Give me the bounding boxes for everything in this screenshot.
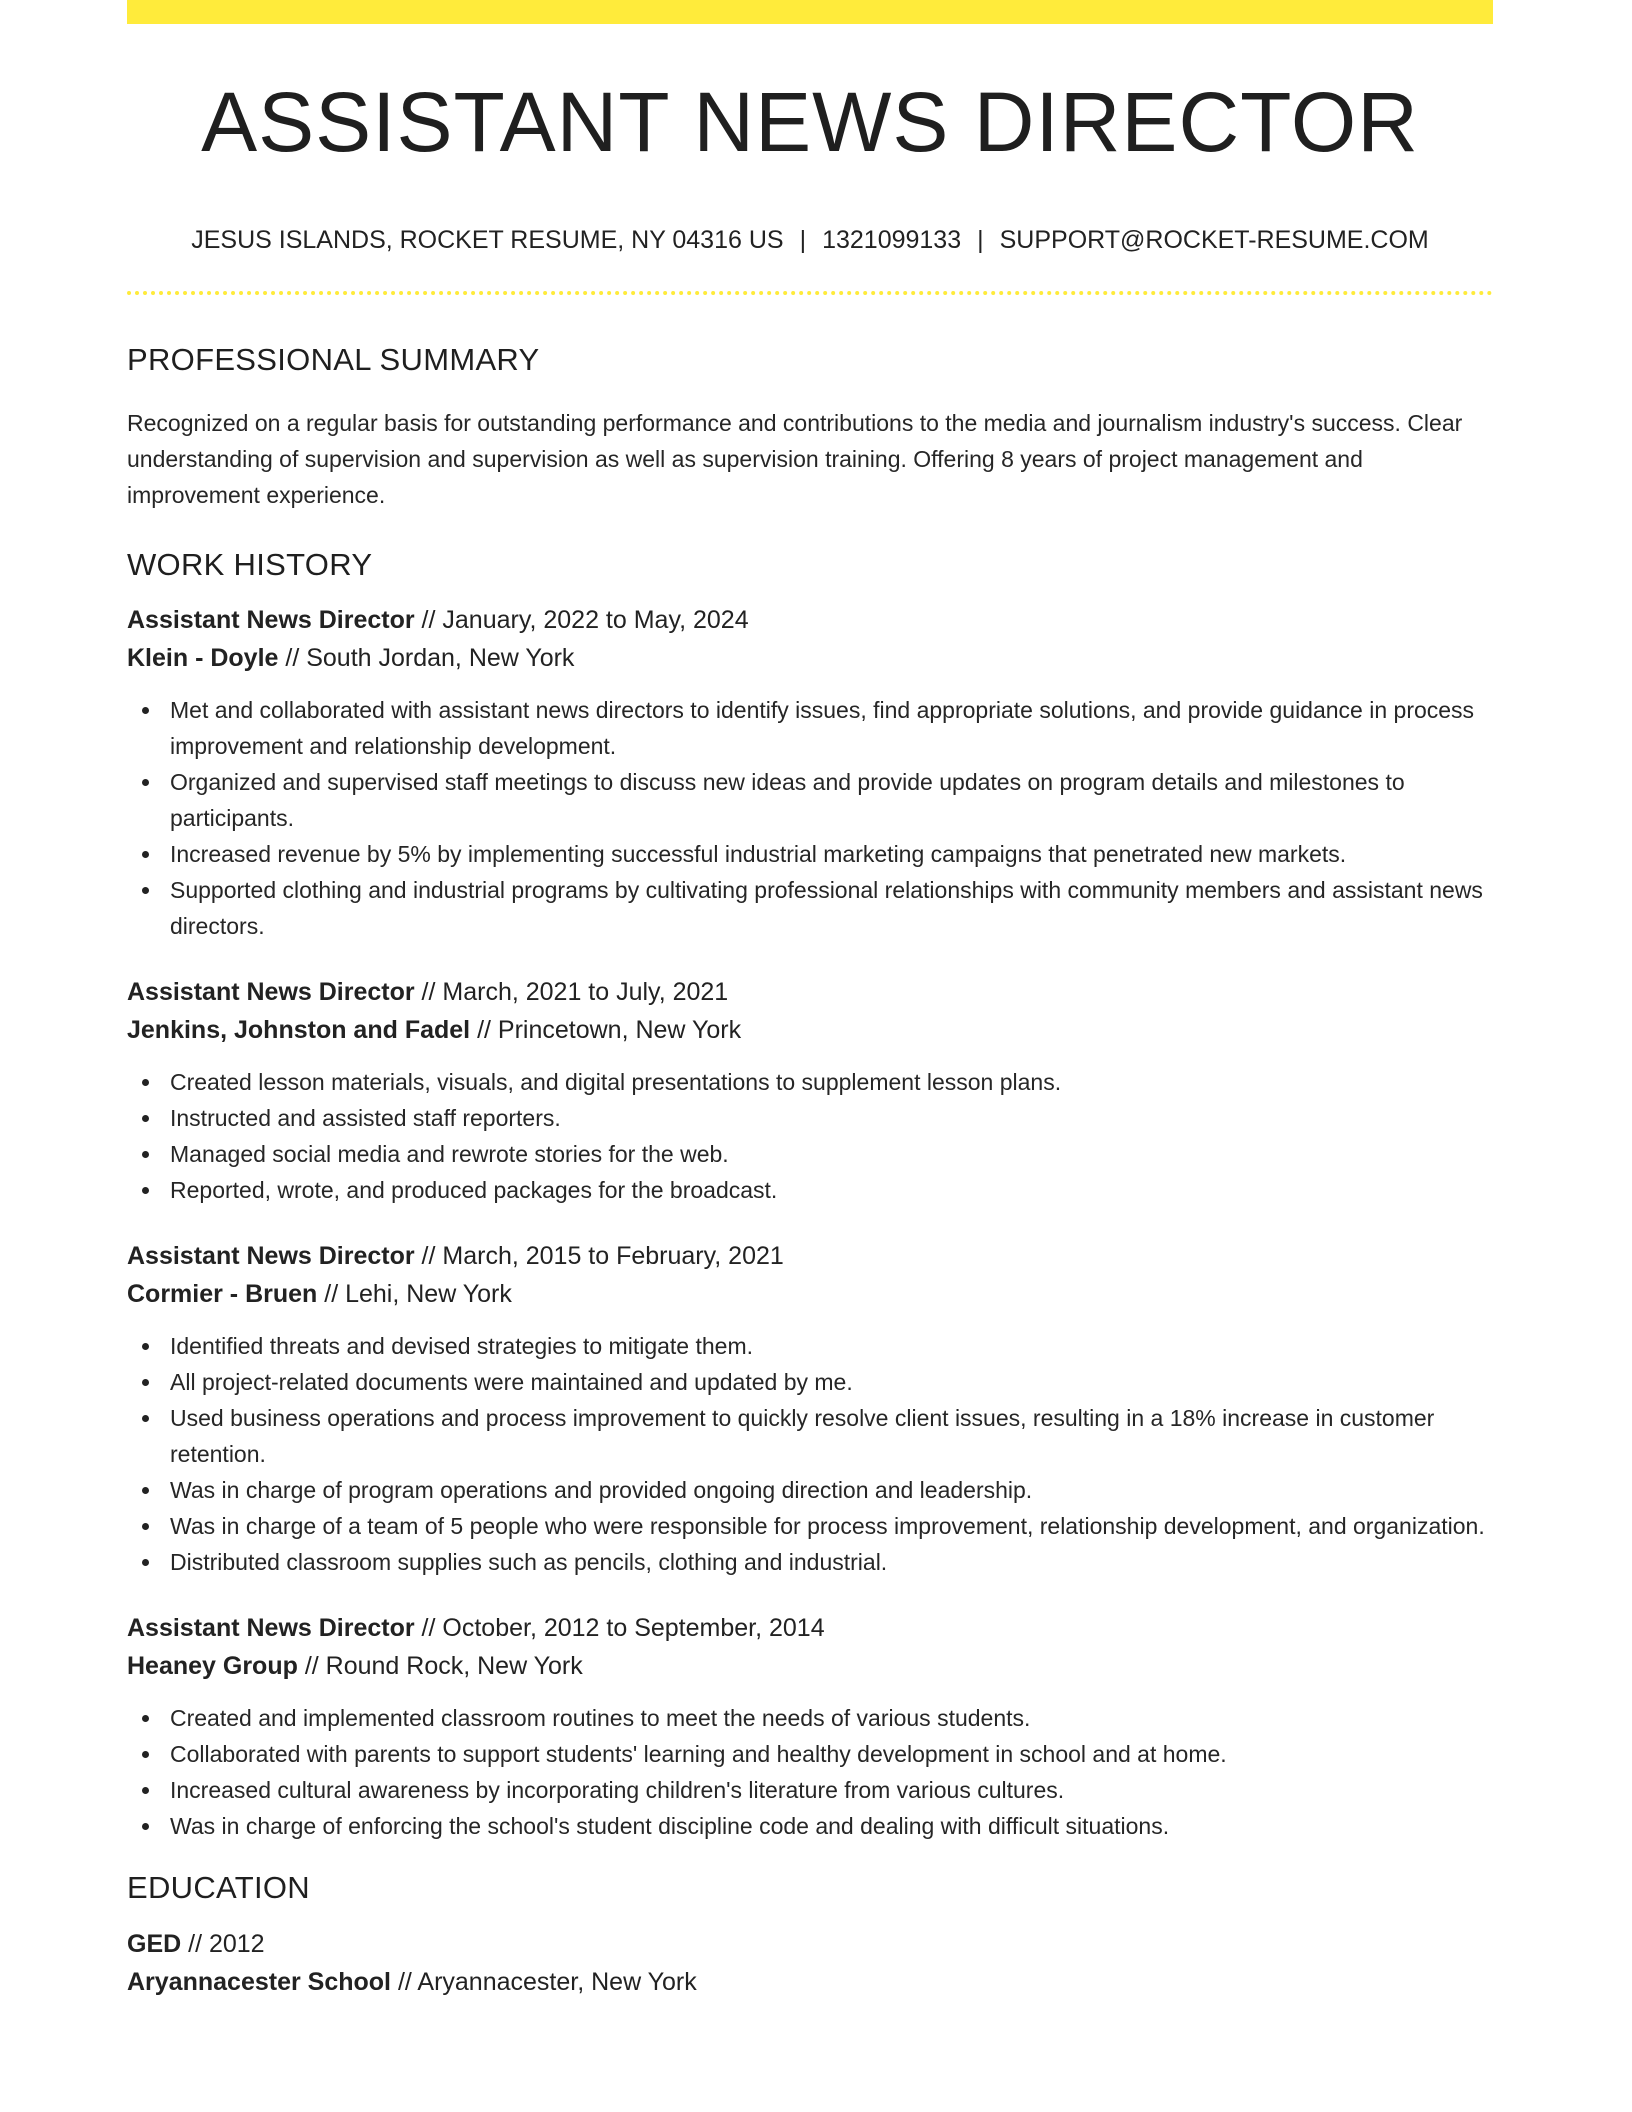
- list-item: [170, 1736, 1493, 1772]
- contact-address: JESUS ISLANDS, ROCKET RESUME, NY 04316 US: [191, 226, 784, 254]
- bullet-dot-icon: [142, 1415, 149, 1422]
- bullet-dot-icon: [142, 1079, 149, 1086]
- education-year: // 2012: [181, 1930, 265, 1958]
- bullet-dot-icon: [142, 1523, 149, 1530]
- job-bullets: [127, 1328, 1493, 1580]
- bullet-text: Was in charge of program operations and provided ongoing direction and leadership.: [170, 1477, 1033, 1503]
- resume-page: [127, 0, 1493, 2001]
- list-item: [170, 1400, 1493, 1472]
- list-item: [170, 1100, 1493, 1136]
- job-title: Assistant News Director: [127, 606, 415, 634]
- job-location: // Princetown, New York: [470, 1016, 742, 1044]
- bullet-dot-icon: [142, 1823, 149, 1830]
- education-degree-line: [127, 1925, 1493, 1963]
- bullet-dot-icon: [142, 1115, 149, 1122]
- bullet-text: Used business operations and process improvement to quickly resolve client issues, resulting in a 18% increase in customer retention.: [170, 1405, 1435, 1467]
- job-title-line: [127, 601, 1493, 639]
- bullet-text: Was in charge of enforcing the school's student discipline code and dealing with difficult situations.: [170, 1813, 1170, 1839]
- list-item: [170, 1472, 1493, 1508]
- bullet-dot-icon: [142, 1559, 149, 1566]
- job-dates: // March, 2015 to February, 2021: [414, 1242, 784, 1270]
- bullet-dot-icon: [142, 1187, 149, 1194]
- list-item: [170, 872, 1493, 944]
- bullet-dot-icon: [142, 887, 149, 894]
- list-item: [170, 1700, 1493, 1736]
- job-location: // Round Rock, New York: [297, 1652, 583, 1680]
- bullet-text: Created and implemented classroom routines to meet the needs of various students.: [170, 1705, 1031, 1731]
- education-heading: EDUCATION: [127, 1870, 310, 1905]
- bullet-dot-icon: [142, 851, 149, 858]
- list-item: [170, 1808, 1493, 1844]
- bullet-text: Distributed classroom supplies such as pencils, clothing and industrial.: [170, 1549, 888, 1575]
- accent-top-bar: [127, 0, 1493, 24]
- bullet-dot-icon: [142, 1715, 149, 1722]
- job-company-line: [127, 1647, 1493, 1685]
- job-title: Assistant News Director: [127, 978, 415, 1006]
- job-bullets: [127, 1700, 1493, 1844]
- bullet-dot-icon: [142, 1487, 149, 1494]
- job-title-line: [127, 1609, 1493, 1647]
- list-item: [170, 1172, 1493, 1208]
- bullet-dot-icon: [142, 779, 149, 786]
- bullet-text: Created lesson materials, visuals, and digital presentations to supplement lesson plans.: [170, 1069, 1062, 1095]
- job-title-line: [127, 973, 1493, 1011]
- job-entry: [127, 973, 1493, 1208]
- education-location: // Aryannacester, New York: [391, 1968, 697, 1996]
- contact-line: [127, 228, 1493, 253]
- list-item: [170, 1772, 1493, 1808]
- bullet-text: Increased revenue by 5% by implementing successful industrial marketing campaigns that penetrated new markets.: [170, 841, 1347, 867]
- summary-heading: PROFESSIONAL SUMMARY: [127, 342, 540, 377]
- bullet-text: Organized and supervised staff meetings to discuss new ideas and provide updates on program details and milestones to participants.: [170, 769, 1405, 831]
- bullet-dot-icon: [142, 1151, 149, 1158]
- job-location: // South Jordan, New York: [278, 644, 575, 672]
- bullet-dot-icon: [142, 1787, 149, 1794]
- bullet-text: Identified threats and devised strategies to mitigate them.: [170, 1333, 753, 1359]
- job-location: // Lehi, New York: [317, 1280, 512, 1308]
- list-item: [170, 1328, 1493, 1364]
- contact-phone: 1321099133: [822, 226, 962, 254]
- list-item: [170, 692, 1493, 764]
- bullet-text: Reported, wrote, and produced packages for the broadcast.: [170, 1177, 778, 1203]
- job-bullets: [127, 1064, 1493, 1208]
- dotted-divider: [127, 291, 1493, 295]
- education-entry: [127, 1925, 1493, 2001]
- job-title: Assistant News Director: [127, 1242, 415, 1270]
- bullet-dot-icon: [142, 1343, 149, 1350]
- job-company: Cormier - Bruen: [127, 1280, 318, 1308]
- education-school-line: [127, 1963, 1493, 2001]
- list-item: [170, 1544, 1493, 1580]
- contact-separator: |: [977, 226, 984, 254]
- bullet-text: Collaborated with parents to support students' learning and healthy development in school and at home.: [170, 1741, 1227, 1767]
- bullet-dot-icon: [142, 707, 149, 714]
- bullet-text: Met and collaborated with assistant news directors to identify issues, find appropriate solutions, and provide guidance in process improvement and relationship development.: [170, 697, 1475, 759]
- bullet-dot-icon: [142, 1379, 149, 1386]
- job-entry: [127, 601, 1493, 944]
- resume-title: ASSISTANT NEWS DIRECTOR: [201, 75, 1419, 169]
- contact-separator: |: [799, 226, 807, 254]
- job-entry: [127, 1609, 1493, 1844]
- list-item: [170, 1136, 1493, 1172]
- bullet-text: All project-related documents were maintained and updated by me.: [170, 1369, 853, 1395]
- list-item: [170, 836, 1493, 872]
- job-title: Assistant News Director: [127, 1614, 415, 1642]
- education-school: Aryannacester School: [127, 1968, 391, 1996]
- job-company: Klein - Doyle: [127, 644, 279, 672]
- job-company: Jenkins, Johnston and Fadel: [127, 1016, 471, 1044]
- job-company-line: [127, 1011, 1493, 1049]
- job-company-line: [127, 1275, 1493, 1313]
- summary-text: Recognized on a regular basis for outstanding performance and contributions to the media and journalism industry's success. Clear understanding of supervision and supervision as well as supervision training. Offering 8 years of project management and improvement experience.: [127, 410, 1463, 508]
- job-company-line: [127, 639, 1493, 677]
- list-item: [170, 1364, 1493, 1400]
- education-degree: GED: [127, 1930, 182, 1958]
- list-item: [170, 764, 1493, 836]
- job-dates: // March, 2021 to July, 2021: [414, 978, 729, 1006]
- bullet-text: Instructed and assisted staff reporters.: [170, 1105, 561, 1131]
- bullet-text: Supported clothing and industrial programs by cultivating professional relationships with community members and assistant news directors.: [170, 877, 1483, 939]
- list-item: [170, 1064, 1493, 1100]
- work-history-heading: WORK HISTORY: [127, 547, 373, 582]
- bullet-text: Managed social media and rewrote stories for the web.: [170, 1141, 729, 1167]
- job-dates: // January, 2022 to May, 2024: [414, 606, 749, 634]
- bullet-dot-icon: [142, 1751, 149, 1758]
- job-entry: [127, 1237, 1493, 1580]
- job-bullets: [127, 692, 1493, 944]
- job-company: Heaney Group: [127, 1652, 298, 1680]
- job-dates: // October, 2012 to September, 2014: [414, 1614, 825, 1642]
- bullet-text: Was in charge of a team of 5 people who were responsible for process improvement, relationship development, and organization.: [170, 1513, 1485, 1539]
- list-item: [170, 1508, 1493, 1544]
- job-title-line: [127, 1237, 1493, 1275]
- bullet-text: Increased cultural awareness by incorporating children's literature from various cultures.: [170, 1777, 1065, 1803]
- contact-email: SUPPORT@ROCKET-RESUME.COM: [999, 226, 1429, 254]
